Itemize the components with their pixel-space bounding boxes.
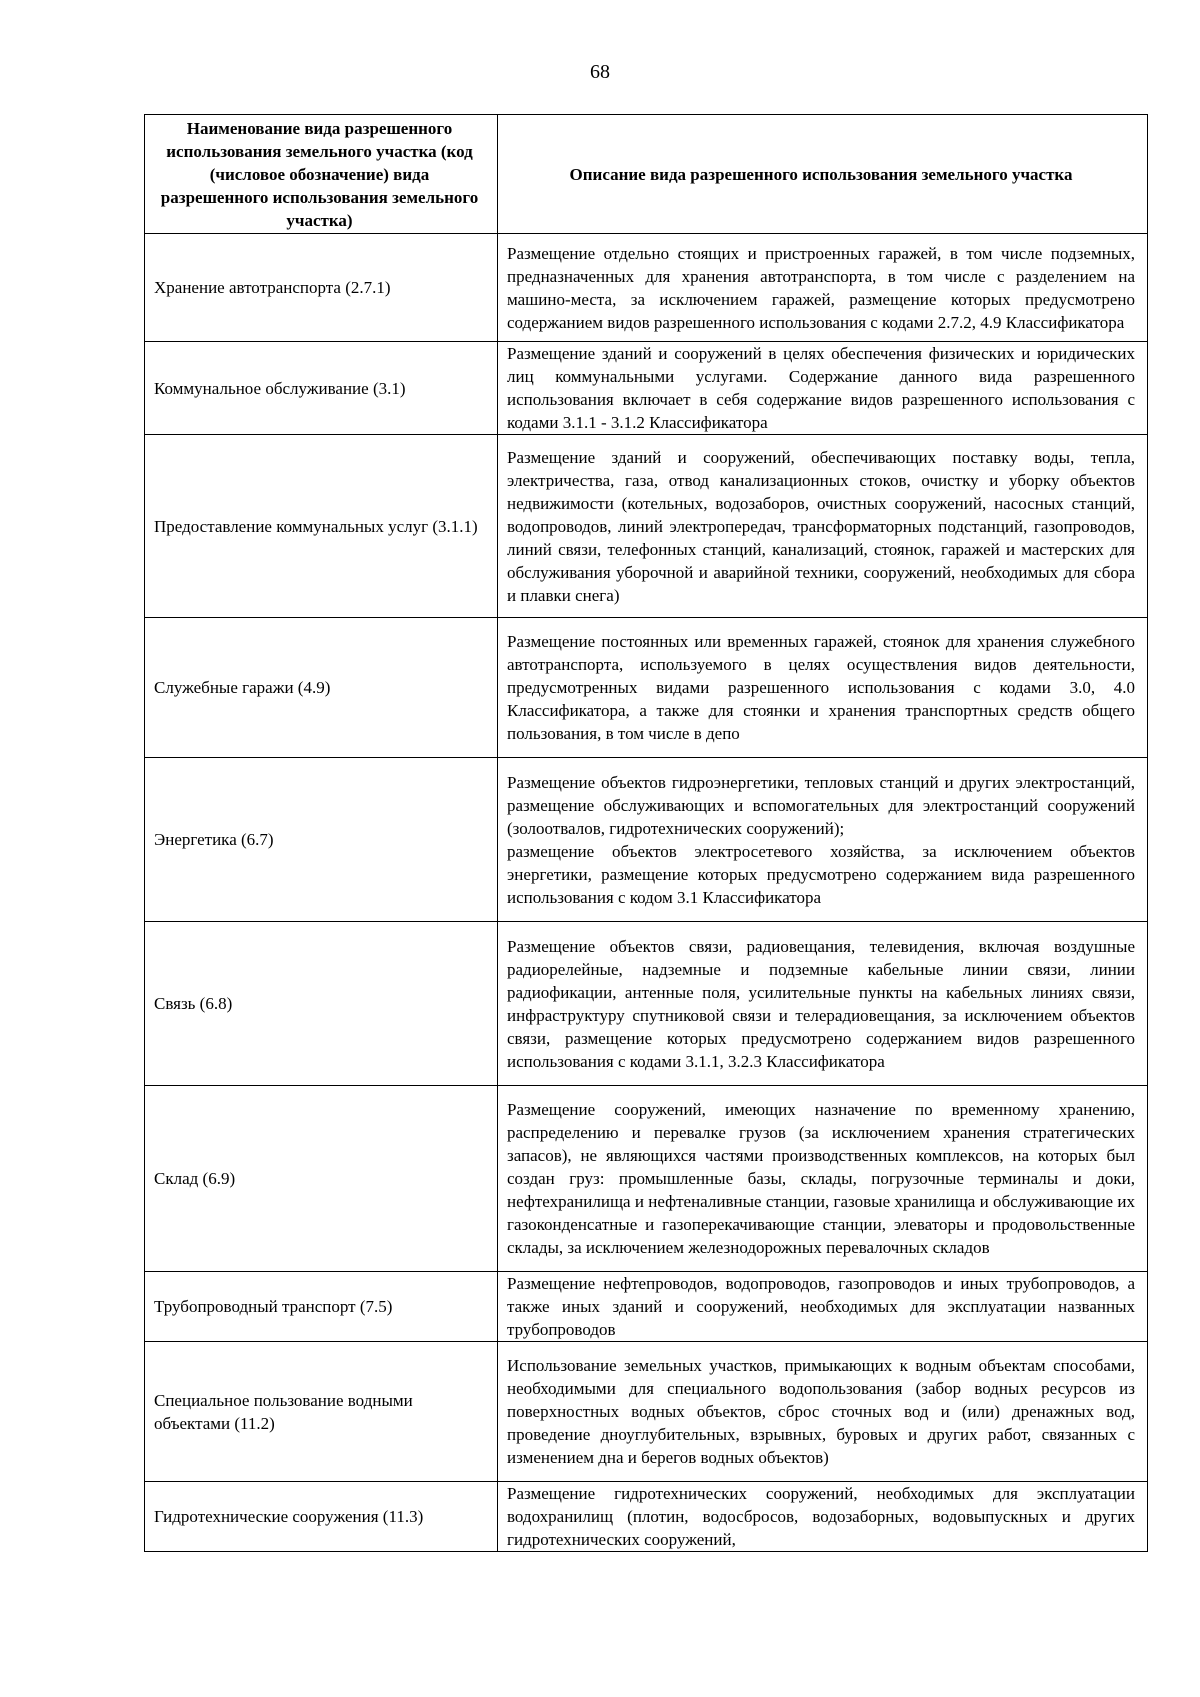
table-row xyxy=(145,342,1148,435)
land-use-name: Предоставление коммунальных услуг (3.1.1) xyxy=(145,435,498,618)
table-row xyxy=(145,618,1148,758)
land-use-description: Размещение зданий и сооружений в целях обеспечения физических и юридических лиц коммунальными услугами. Содержание данного вида разрешенного использования включает в себя содержание видов разрешенного использования с кодами 3.1.1 - 3.1.2 Классификатора xyxy=(498,342,1148,435)
land-use-name: Гидротехнические сооружения (11.3) xyxy=(145,1482,498,1552)
table-row xyxy=(145,1086,1148,1272)
land-use-description: Размещение нефтепроводов, водопроводов, газопроводов и иных трубопроводов, а также иных зданий и сооружений, необходимых для эксплуатации названных трубопроводов xyxy=(498,1272,1148,1342)
table-row xyxy=(145,1272,1148,1342)
header-land-use-name: Наименование вида разрешенного использования земельного участка (код (числовое обозначение) вида разрешенного использования земельного участка) xyxy=(145,115,498,234)
table-header-row xyxy=(145,115,1148,234)
land-use-name: Хранение автотранспорта (2.7.1) xyxy=(145,234,498,342)
land-use-name: Коммунальное обслуживание (3.1) xyxy=(145,342,498,435)
table-row xyxy=(145,1482,1148,1552)
land-use-name: Связь (6.8) xyxy=(145,922,498,1086)
land-use-description xyxy=(498,758,1148,922)
table-row xyxy=(145,234,1148,342)
land-use-name: Склад (6.9) xyxy=(145,1086,498,1272)
land-use-description-part-2: размещение объектов электросетевого хозяйства, за исключением объектов энергетики, размещение которых предусмотрено содержанием вида разрешенного использования с кодом 3.1 Классификатора xyxy=(507,841,1135,907)
land-use-name: Энергетика (6.7) xyxy=(145,758,498,922)
land-use-name: Специальное пользование водными объектами (11.2) xyxy=(145,1342,498,1482)
land-use-description: Размещение объектов связи, радиовещания, телевидения, включая воздушные радиорелейные, надземные и подземные кабельные линии связи, линии радиофикации, антенные поля, усилительные пункты на кабельных линиях связи, инфраструктуру спутниковой связи и телерадиовещания, за исключением объектов связи, размещение которых предусмотрено содержанием видов разрешенного использования с кодами 3.1.1, 3.2.3 Классификатора xyxy=(498,922,1148,1086)
land-use-name: Служебные гаражи (4.9) xyxy=(145,618,498,758)
table-row xyxy=(145,435,1148,618)
land-use-description: Размещение отдельно стоящих и пристроенных гаражей, в том числе подземных, предназначенных для хранения автотранспорта, в том числе с разделением на машино-места, за исключением гаражей, размещение которых предусмотрено содержанием видов разрешенного использования с кодами 2.7.2, 4.9 Классификатора xyxy=(498,234,1148,342)
table-row xyxy=(145,758,1148,922)
land-use-description: Размещение зданий и сооружений, обеспечивающих поставку воды, тепла, электричества, газа, отвод канализационных стоков, очистку и уборку объектов недвижимости (котельных, водозаборов, очистных сооружений, насосных станций, водопроводов, линий электропередач, трансформаторных подстанций, газопроводов, линий связи, телефонных станций, канализаций, стоянок, гаражей и мастерских для обслуживания уборочной и аварийной техники, сооружений, необходимых для сбора и плавки снега) xyxy=(498,435,1148,618)
land-use-description: Использование земельных участков, примыкающих к водным объектам способами, необходимыми для специального водопользования (забор водных ресурсов из поверхностных водных объектов, сброс сточных вод и (или) дренажных вод, проведение дноуглубительных, взрывных, буровых и других работ, связанных с изменением дна и берегов водных объектов) xyxy=(498,1342,1148,1482)
land-use-table xyxy=(144,114,1148,1552)
land-use-description: Размещение гидротехнических сооружений, необходимых для эксплуатации водохранилищ (плотин, водосбросов, водозаборных, водовыпускных и других гидротехнических сооружений, xyxy=(498,1482,1148,1552)
land-use-description: Размещение сооружений, имеющих назначение по временному хранению, распределению и перевалке грузов (за исключением хранения стратегических запасов), не являющихся частями производственных комплексов, на которых был создан груз: промышленные базы, склады, погрузочные терминалы и доки, нефтехранилища и нефтеналивные станции, газовые хранилища и обслуживающие их газоконденсатные и газоперекачивающие станции, элеваторы и продовольственные склады, за исключением железнодорожных перевалочных складов xyxy=(498,1086,1148,1272)
land-use-description: Размещение постоянных или временных гаражей, стоянок для хранения служебного автотранспорта, используемого в целях осуществления видов деятельности, предусмотренных видами разрешенного использования с кодами 3.0, 4.0 Классификатора, а также для стоянки и хранения транспортных средств общего пользования, в том числе в депо xyxy=(498,618,1148,758)
header-land-use-description: Описание вида разрешенного использования земельного участка xyxy=(498,115,1148,234)
table-row xyxy=(145,1342,1148,1482)
table-row xyxy=(145,922,1148,1086)
page-number: 68 xyxy=(590,61,610,83)
land-use-description-part-1: Размещение объектов гидроэнергетики, тепловых станций и других электростанций, размещение обслуживающих и вспомогательных для электростанций сооружений (золоотвалов, гидротехнических сооружений); xyxy=(507,772,1135,838)
land-use-name: Трубопроводный транспорт (7.5) xyxy=(145,1272,498,1342)
